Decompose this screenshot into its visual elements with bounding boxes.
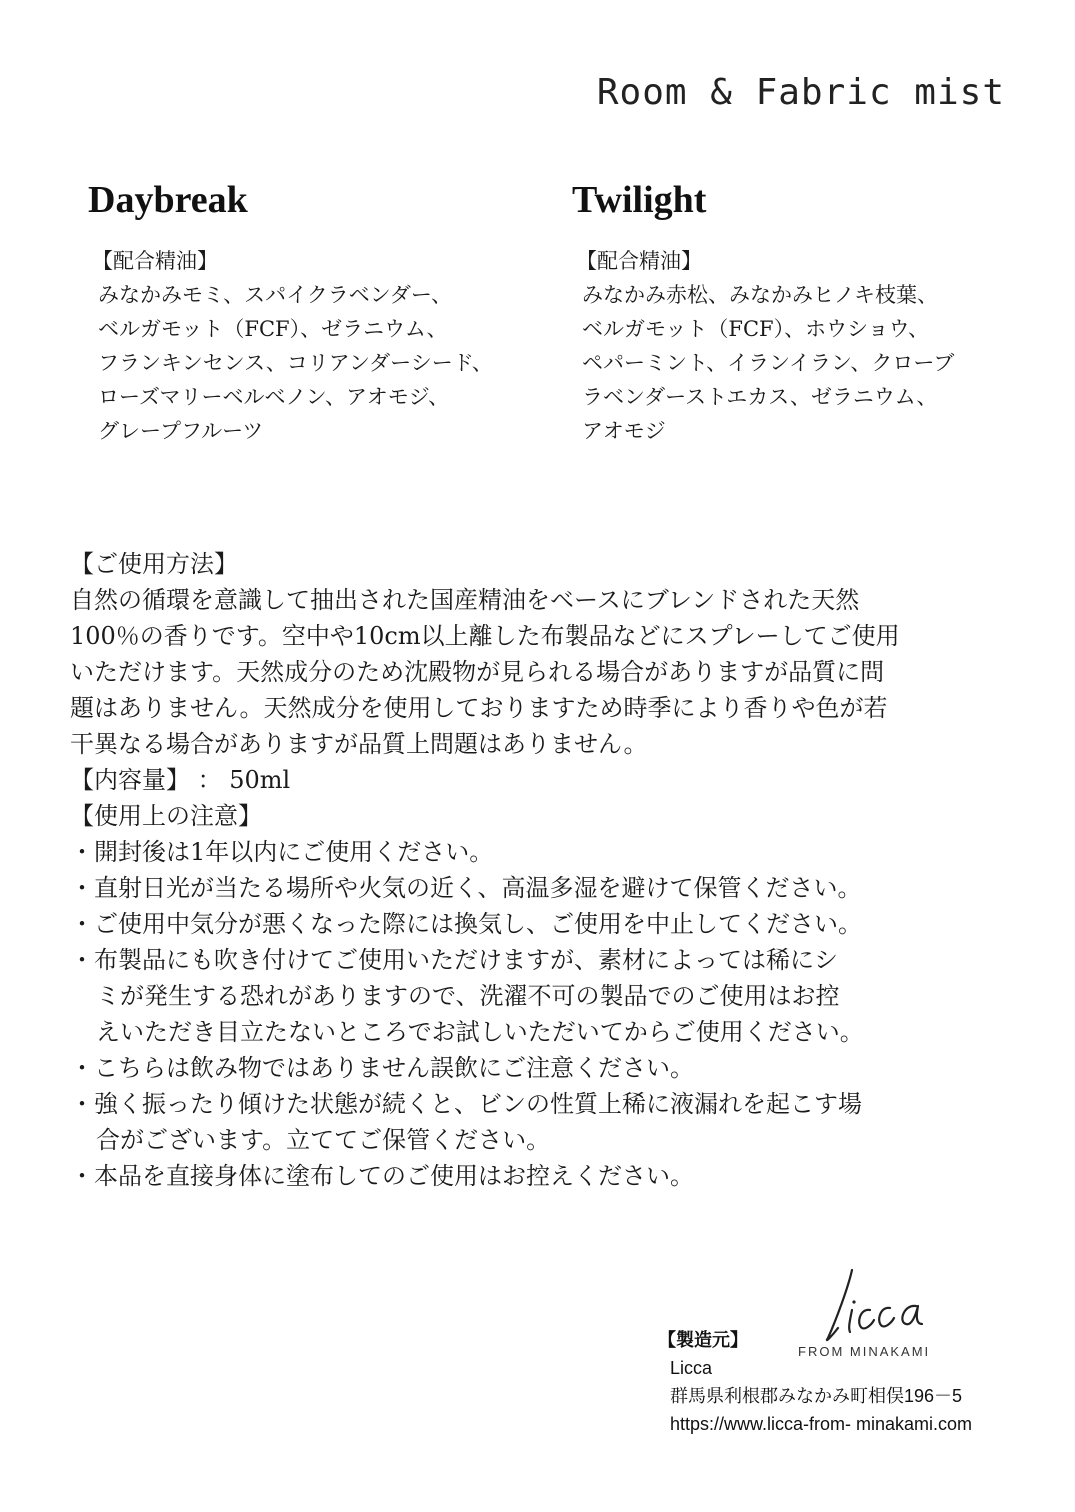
capacity: 【内容量】 ： 50ml: [70, 766, 291, 794]
caution-text: ・直射日光が当たる場所や火気の近く、高温多湿を避けて保管ください。: [70, 874, 862, 902]
caution-text: ・布製品にも吹き付けてご使用いただけますが、素材によっては稀にシ: [70, 946, 838, 974]
oil-line: みなかみモミ、スパイクラベンダー、: [98, 283, 453, 307]
caution-item: [70, 1050, 1010, 1086]
maker-heading: 【製造元】: [658, 1330, 748, 1350]
caution-text: ・ご使用中気分が悪くなった際には換気し、ご使用を中止してください。: [70, 910, 862, 938]
usage-heading: 【ご使用方法】: [70, 550, 238, 578]
oil-heading: 【配合精油】: [92, 249, 218, 273]
maker-url[interactable]: https://www.licca-from- minakami.com: [670, 1414, 973, 1434]
caution-item: [70, 1086, 1010, 1158]
oil-line: ベルガモット（FCF）、ホウショウ、: [582, 317, 929, 341]
oil-line: ペパーミント、イランイラン、クローブ: [582, 351, 955, 375]
product-name: Daybreak: [88, 179, 248, 221]
cautions-list: [70, 834, 1010, 1194]
logo-tagline: FROM MINAKAMI: [798, 1344, 931, 1359]
caution-continuation: ミが発生する恐れがありますので、洗濯不可の製品でのご使用はお控: [96, 982, 840, 1010]
usage-text-line: 干異なる場合がありますが品質上問題はありません。: [70, 730, 648, 758]
oil-heading: 【配合精油】: [576, 249, 702, 273]
manufacturer-info: [658, 1326, 1018, 1438]
product-daybreak: [88, 178, 548, 448]
caution-text: ・こちらは飲み物ではありません誤飲にご注意ください。: [70, 1054, 694, 1082]
oil-line: フランキンセンス、コリアンダーシード、: [98, 351, 493, 375]
caution-text: ・開封後は1年以内にご使用ください。: [70, 838, 494, 866]
cautions-heading: 【使用上の注意】: [70, 802, 262, 830]
usage-section: [70, 546, 1010, 1194]
caution-item: [70, 906, 1010, 942]
oil-line: ラベンダーストエカス、ゼラニウム、: [582, 385, 938, 409]
caution-item: [70, 942, 1010, 1050]
caution-text: ・本品を直接身体に塗布してのご使用はお控えください。: [70, 1162, 694, 1190]
caution-item: [70, 834, 1010, 870]
maker-name: Licca: [670, 1358, 713, 1378]
oil-line: ローズマリーベルベノン、アオモジ、: [98, 385, 450, 409]
oil-line: グレープフルーツ: [98, 419, 264, 443]
usage-text-line: 題はありません。天然成分を使用しておりますため時季により香りや色が若: [70, 694, 888, 722]
caution-item: [70, 1158, 1010, 1194]
caution-continuation: 合がございます。立ててご保管ください。: [96, 1126, 551, 1154]
oil-line: ベルガモット（FCF）、ゼラニウム、: [98, 317, 448, 341]
caution-item: [70, 870, 1010, 906]
usage-text-line: いただけます。天然成分のため沈殿物が見られる場合がありますが品質に問: [70, 658, 885, 686]
product-twilight: [572, 178, 1032, 448]
product-name: Twilight: [572, 179, 707, 221]
oil-line: アオモジ: [582, 419, 666, 443]
caution-continuation: えいただき目立たないところでお試しいただいてからご使用ください。: [96, 1018, 864, 1046]
document-title: Room & Fabric mist: [596, 72, 1005, 113]
caution-text: ・強く振ったり傾けた状態が続くと、ビンの性質上稀に液漏れを起こす場: [70, 1090, 862, 1118]
oil-line: みなかみ赤松、みなかみヒノキ枝葉、: [582, 283, 938, 307]
usage-text-line: 自然の循環を意識して抽出された国産精油をベースにブレンドされた天然: [70, 586, 860, 614]
maker-address: 群馬県利根郡みなかみ町相俣196－5: [670, 1386, 963, 1406]
usage-text-line: 100％の香りです。空中や10cm以上離した布製品などにスプレーしてご使用: [70, 622, 900, 650]
